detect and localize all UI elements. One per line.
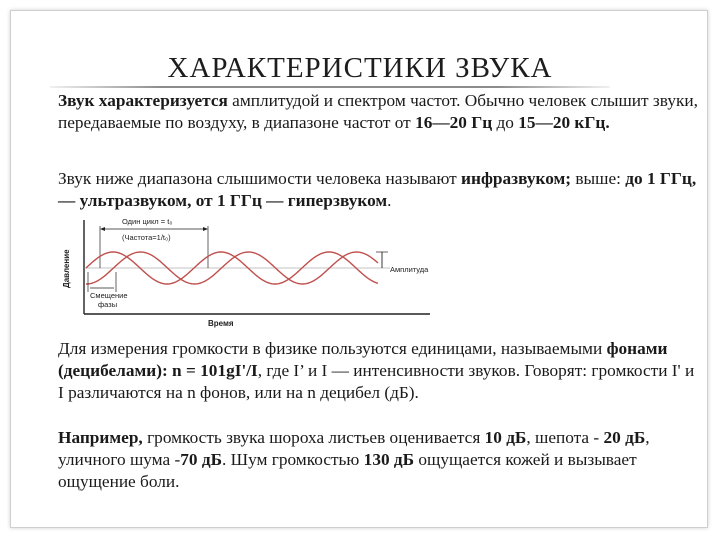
title-underline [50, 86, 610, 88]
p1-text-1: амплитудой и спектром частот. Обычно человек слышит звуки, передаваемые по воздуху, в диапазоне частот от [58, 91, 698, 132]
cycle-arrow-right-head [203, 227, 208, 231]
p1-text-2: до [492, 113, 519, 132]
amplitude-label: Амплитуда [390, 265, 429, 274]
p2-bold-1: инфразвуком; [461, 169, 572, 188]
p1-bold-2: 16—20 Гц [415, 113, 493, 132]
p4-bold-2: 10 дБ [484, 428, 527, 447]
paragraph-examples [52, 427, 698, 493]
p4-text-3: , уличного шума - [58, 428, 650, 469]
paragraph-infrasound [52, 168, 698, 212]
phase-label-1: Смещение [90, 291, 128, 300]
slide-title: ХАРАКТЕРИСТИКИ ЗВУКА [167, 52, 553, 84]
cycle-label: Один цикл = t₀ [122, 217, 173, 226]
p2-text-2: выше: [571, 169, 626, 188]
p3-text-2: , где I’ и I — интенсивности звуков. Говорят: громкости I' и I различаются на n фонов, или на n децибел (дБ). [58, 361, 695, 402]
p4-text-2: , шепота - [526, 428, 604, 447]
p2-bold-2: до 1 ГГц, — ультразвуком, от 1 ГГц — гиперзвуком [58, 169, 697, 210]
p4-bold-5: 130 дБ [363, 450, 415, 469]
phase-label-2: фазы [98, 300, 118, 309]
p4-text-1: громкость звука шороха листьев оценивается [142, 428, 485, 447]
paragraph-sound-characteristics [52, 90, 698, 134]
p4-bold-1: Например, [58, 428, 143, 447]
diagram-x-label: Время [208, 319, 234, 328]
p1-bold-3: 15—20 кГц. [518, 113, 610, 132]
sound-wave-diagram [60, 216, 438, 330]
p4-text-5: ощущается кожей и вызывает ощущение боли. [58, 450, 637, 491]
frequency-label: (Частота=1/t₀) [122, 233, 171, 242]
p4-text-4: . Шум громкостью [222, 450, 364, 469]
cycle-arrow-left-head [100, 227, 105, 231]
p4-bold-3: 20 дБ [603, 428, 646, 447]
p2-text-1: Звук ниже диапазона слышимости человека называют [58, 169, 462, 188]
p3-text-1: Для измерения громкости в физике пользуются единицами, называемыми [58, 339, 607, 358]
p4-bold-4: 70 дБ [180, 450, 223, 469]
p3-bold-1: фонами (децибелами): n = 101gI'/I [58, 339, 668, 380]
diagram-y-label: Давление [62, 249, 71, 288]
paragraph-loudness-units [52, 338, 698, 404]
p1-bold-1: Звук характеризуется [58, 91, 228, 110]
p2-text-3: . [387, 191, 392, 210]
